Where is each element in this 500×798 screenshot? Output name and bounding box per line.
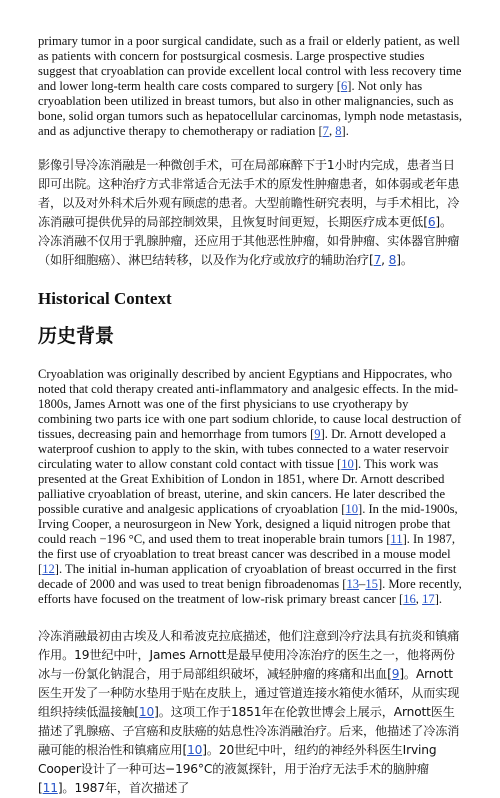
citation-link-10[interactable]: 10 [138, 705, 155, 719]
citation-link-10[interactable]: 10 [345, 502, 358, 516]
section-heading-zh: 历史背景 [38, 325, 115, 347]
text-run: ]. The initial in-human application of cryoablation of breast occurred in the first decade of 2000 and was used to treat benign fibroadenomas [ [38, 562, 457, 591]
text-run: ]. [434, 592, 443, 606]
text-run: ]。20世纪中叶，纽约的神经外科医生Irving Cooper设计了一种可达−196°C的液氮探针，用于治疗无法手术的脑肿瘤[ [38, 743, 437, 795]
text-run: 冷冻消融最初由古埃及人和希波克拉底描述，他们注意到冷疗法具有抗炎和镇痛作用。19世纪中叶，James Arnott是最早使用冷冻治疗的医生之一，他将两份冰与一份氯化钠混合，用于局部组织破坏，减轻肿瘤的疼痛和出血[ [38, 629, 460, 681]
text-run: ]。这项工作于1851年在伦敦世博会上展示，Arnott医生描述了乳腺癌、子宫癌和皮肤癌的姑息性冷冻消融治疗。后来，他描述了冷冻消融可能的根治性和镇痛应用[ [38, 705, 460, 757]
section-heading-en: Historical Context [38, 289, 172, 308]
history-paragraph-zh [38, 627, 464, 798]
text-run: ]. In 1987, the first use of cryoablation to treat breast cancer was described in a mouse model [ [38, 532, 456, 576]
citation-link-9[interactable]: 9 [314, 427, 321, 441]
text-run: ]。 [396, 253, 413, 267]
text-run: primary tumor in a poor surgical candidate, such as a frail or elderly patient, as well as patients with concern for postsurgical cosmesis. Large prospective studies suggest that cryoablation can provide excellent local control with less recovery time and lower long-term health care costs compared to surgery [ [38, 34, 462, 93]
text-run: ]。冷冻消融不仅用于乳腺肿瘤，还应用于其他恶性肿瘤，如骨肿瘤、实体器官肿瘤（如肝细胞癌）、淋巴结转移，以及作为化疗或放疗的辅助治疗[ [38, 215, 460, 267]
citation-link-7[interactable]: 7 [322, 124, 329, 138]
article-page [38, 34, 464, 798]
citation-link-9[interactable]: 9 [391, 667, 400, 681]
citation-link-17[interactable]: 17 [422, 592, 435, 606]
text-run: , [328, 124, 336, 138]
text-run: ]. Dr. Arnott developed a waterproof cushion to apply to the skin, with tubes connected to a water reservoir circulating water to allow constant cold contact with tissue [ [38, 427, 449, 471]
text-run: ]. In the mid-1900s, Irving Cooper, a neurosurgeon in New York, designed a liquid nitrogen probe that could reach −196 °C, and used them to treat inoperable brain tumors [ [38, 502, 458, 546]
text-run: , [415, 592, 423, 606]
text-run: ]。Arnott医生开发了一种防水垫用于贴在皮肤上，通过管道连接水箱使水循环，从而实现组织持续低温接触[ [38, 667, 460, 719]
citation-link-10[interactable]: 10 [187, 743, 203, 757]
text-run: ]. Not only has cryoablation been utilized in breast tumors, but also in other malignancies, such as bone, solid organ tumors such as hepatocellular carcinomas, lymph node metastasis, and as adjunctive therapy to chemotherapy or radiation [ [38, 79, 463, 138]
text-run: – [359, 577, 366, 591]
text-run: , [381, 253, 389, 267]
citation-link-8[interactable]: 8 [388, 253, 397, 267]
citation-link-6[interactable]: 6 [427, 215, 436, 229]
text-run: ]. More recently, efforts have focused on the treatment of low-risk primary breast cancer [ [38, 577, 462, 606]
citation-link-16[interactable]: 16 [403, 592, 416, 606]
text-run: 影像引导冷冻消融是一种微创手术，可在局部麻醉下于1小时内完成，患者当日即可出院。这种治疗方式非常适合无法手术的原发性肿瘤患者，如体弱或老年患者，以及对外科术后外观有顾虑的患者。大型前瞻性研究表明，与手术相比，冷冻消融可提供优异的局部控制效果，且恢复时间更短，长期医疗成本更低[ [38, 158, 460, 229]
text-run: Cryoablation was originally described by ancient Egyptians and Hippocrates, who noted that cold therapy created anti-inflammatory and analgesic effects. In the mid-1800s, James Arnott was one of the first physicians to use cryotherapy by combining two parts ice with one part sodium chloride, to cause local destruction of tissues, decreasing pain and hemorrhage from tumors [ [38, 367, 462, 441]
text-run: ]. [341, 124, 349, 138]
intro-paragraph-en [38, 34, 464, 139]
citation-link-8[interactable]: 8 [335, 124, 342, 138]
citation-link-15[interactable]: 15 [365, 577, 378, 591]
text-run: ]. This work was presented at the Great Exhibition of London in 1851, where Dr. Arnott described palliative cryoablation of breast, uterine, and skin cancers. He later described the possible curative and analgesic applications of cryoablation [ [38, 457, 446, 516]
citation-link-13[interactable]: 13 [346, 577, 360, 591]
citation-link-7[interactable]: 7 [373, 253, 382, 267]
intro-paragraph-zh [38, 156, 464, 270]
citation-link-10[interactable]: 10 [341, 457, 354, 471]
citation-link-12[interactable]: 12 [42, 562, 55, 576]
citation-link-6[interactable]: 6 [340, 79, 348, 93]
history-paragraph-en [38, 367, 464, 607]
text-run: ]。1987年，首次描述了 [57, 781, 190, 795]
citation-link-11[interactable]: 11 [42, 781, 58, 795]
citation-link-11[interactable]: 11 [390, 532, 403, 546]
